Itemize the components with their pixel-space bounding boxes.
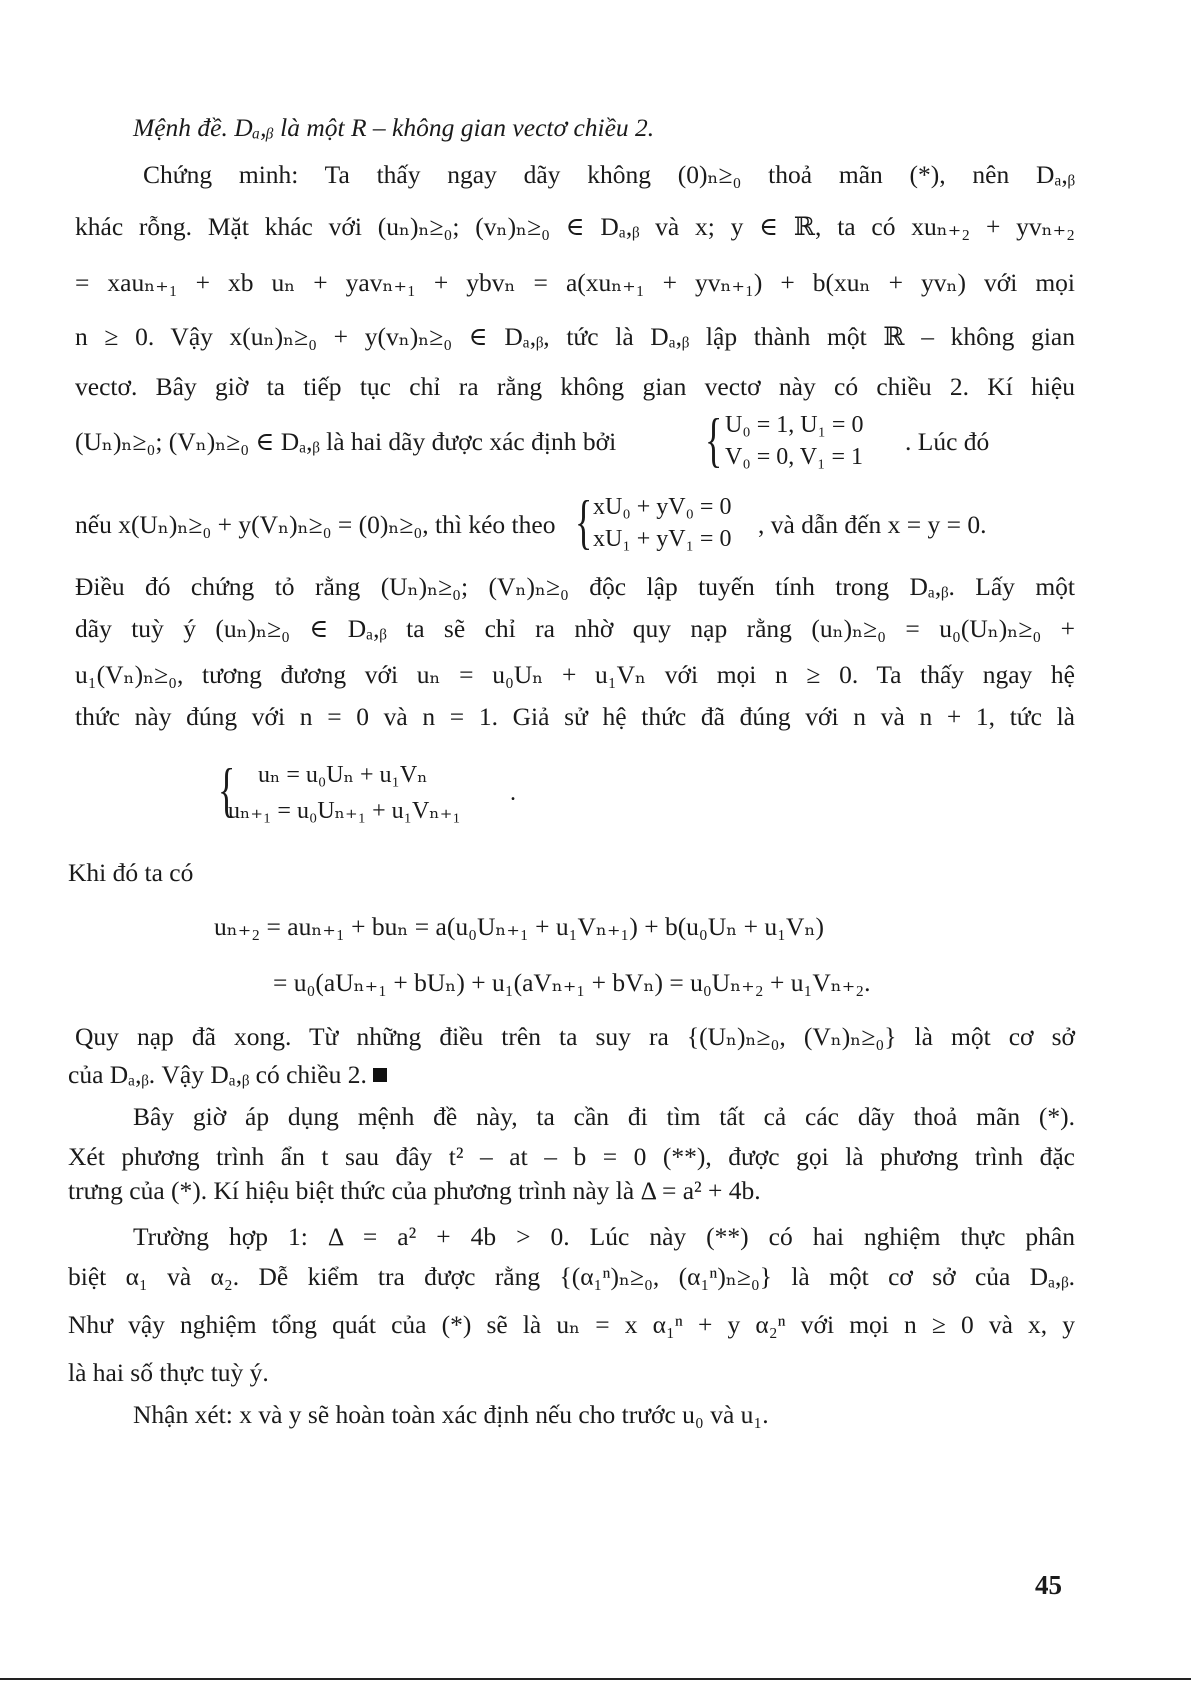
left-brace: { — [705, 407, 723, 473]
system-row-2: xU₁ + yV₁ = 0 — [593, 526, 732, 552]
equation-line-1: uₙ₊₂ = auₙ₊₁ + buₙ = a(u₀Uₙ₊₁ + u₁Vₙ₊₁) + b(u₀Uₙ + u₁Vₙ) — [214, 912, 824, 941]
proof-line-3: = xauₙ₊₁ + xb uₙ + yavₙ₊₁ + ybvₙ = a(xuₙ₊₁ + yvₙ₊₁) + b(xuₙ + yvₙ) với mọi — [75, 268, 1075, 297]
proof-line-9: dãy tuỳ ý (uₙ)ₙ≥₀ ∈ Dₐ,ᵦ ta sẽ chỉ ra nhờ quy nạp rằng (uₙ)ₙ≥₀ = u₀(Uₙ)ₙ≥₀ + — [75, 614, 1075, 643]
proof-line-6a: (Uₙ)ₙ≥₀; (Vₙ)ₙ≥₀ ∈ Dₐ,ᵦ là hai dãy được xác định bởi — [75, 427, 617, 456]
system-initial-values — [705, 408, 905, 478]
proof-line-6b: . Lúc đó — [905, 427, 990, 456]
case1-line-2: biệt α₁ và α₂. Dễ kiểm tra được rằng {(α₁ⁿ)ₙ≥₀, (α₁ⁿ)ₙ≥₀} là một cơ sở của Dₐ,ᵦ. — [68, 1262, 1075, 1291]
system-induction-hypothesis — [218, 752, 538, 832]
system-linear-independence — [575, 490, 755, 560]
proposition-line — [133, 113, 654, 143]
remark-line: Nhận xét: x và y sẽ hoàn toàn xác định nếu cho trước u₀ và u₁. — [133, 1400, 769, 1429]
proof-line-7a: nếu x(Uₙ)ₙ≥₀ + y(Vₙ)ₙ≥₀ = (0)ₙ≥₀, thì kéo theo — [75, 510, 556, 539]
proposition-text: Mệnh đề. Dₐ,ᵦ là một R – không gian vectơ chiều 2. — [133, 113, 655, 142]
then-line: Khi đó ta có — [68, 858, 194, 887]
conclusion-line-1: Quy nạp đã xong. Từ những điều trên ta suy ra {(Uₙ)ₙ≥₀, (Vₙ)ₙ≥₀} là một cơ sở — [75, 1022, 1075, 1051]
proof-line-4: n ≥ 0. Vậy x(uₙ)ₙ≥₀ + y(vₙ)ₙ≥₀ ∈ Dₐ,ᵦ, tức là Dₐ,ᵦ lập thành một ℝ – không gian — [75, 322, 1075, 351]
paragraph-line-1: Bây giờ áp dụng mệnh đề này, ta cần đi tìm tất cả các dãy thoả mãn (*). — [133, 1102, 1075, 1131]
conclusion-line-2 — [68, 1060, 387, 1090]
system-dot: . — [510, 780, 516, 806]
left-brace: { — [575, 489, 593, 555]
case1-line-4: là hai số thực tuỳ ý. — [68, 1358, 269, 1387]
proof-line-5: vectơ. Bây giờ ta tiếp tục chỉ ra rằng không gian vectơ này có chiều 2. Kí hiệu — [75, 372, 1075, 401]
system-row-1: uₙ = u₀Uₙ + u₁Vₙ — [258, 762, 428, 788]
proof-line-11: thức này đúng với n = 0 và n = 1. Giả sử hệ thức đã đúng với n và n + 1, tức là — [75, 702, 1075, 731]
paragraph-line-3: trưng của (*). Kí hiệu biệt thức của phương trình này là Δ = a² + 4b. — [68, 1176, 761, 1205]
paragraph-line-2: Xét phương trình ẩn t sau đây t² – at – b = 0 (**), được gọi là phương trình đặc — [68, 1142, 1075, 1171]
bottom-edge-rule — [0, 1678, 1191, 1680]
left-brace: { — [218, 757, 236, 823]
proof-line-7b: , và dẫn đến x = y = 0. — [758, 510, 987, 539]
system-row-1: xU₀ + yV₀ = 0 — [593, 494, 732, 520]
proof-line-1: Chứng minh: Ta thấy ngay dãy không (0)ₙ≥₀ thoả mãn (*), nên Dₐ,ᵦ — [143, 160, 1075, 189]
conclusion-text: của Dₐ,ᵦ. Vậy Dₐ,ᵦ có chiều 2. — [68, 1060, 367, 1089]
case1-line-3: Như vậy nghiệm tổng quát của (*) sẽ là uₙ = x α₁ⁿ + y α₂ⁿ với mọi n ≥ 0 và x, y — [68, 1310, 1075, 1339]
page-number: 45 — [1035, 1570, 1062, 1600]
qed-square-icon — [373, 1068, 387, 1082]
system-row-1: U₀ = 1, U₁ = 0 — [725, 412, 864, 438]
case1-line-1: Trường hợp 1: Δ = a² + 4b > 0. Lúc này (**) có hai nghiệm thực phân — [133, 1222, 1075, 1251]
proof-line-8: Điều đó chứng tỏ rằng (Uₙ)ₙ≥₀; (Vₙ)ₙ≥₀ độc lập tuyến tính trong Dₐ,ᵦ. Lấy một — [75, 572, 1075, 601]
system-row-2: uₙ₊₁ = u₀Uₙ₊₁ + u₁Vₙ₊₁ — [228, 798, 461, 824]
proof-line-10: u₁(Vₙ)ₙ≥₀, tương đương với uₙ = u₀Uₙ + u₁Vₙ với mọi n ≥ 0. Ta thấy ngay hệ — [75, 660, 1075, 689]
system-row-2: V₀ = 0, V₁ = 1 — [725, 444, 864, 470]
proof-line-2: khác rỗng. Mặt khác với (uₙ)ₙ≥₀; (vₙ)ₙ≥₀ ∈ Dₐ,ᵦ và x; y ∈ ℝ, ta có xuₙ₊₂ + yvₙ₊₂ — [75, 212, 1075, 241]
equation-line-2: = u₀(aUₙ₊₁ + bUₙ) + u₁(aVₙ₊₁ + bVₙ) = u₀Uₙ₊₂ + u₁Vₙ₊₂. — [273, 968, 871, 997]
